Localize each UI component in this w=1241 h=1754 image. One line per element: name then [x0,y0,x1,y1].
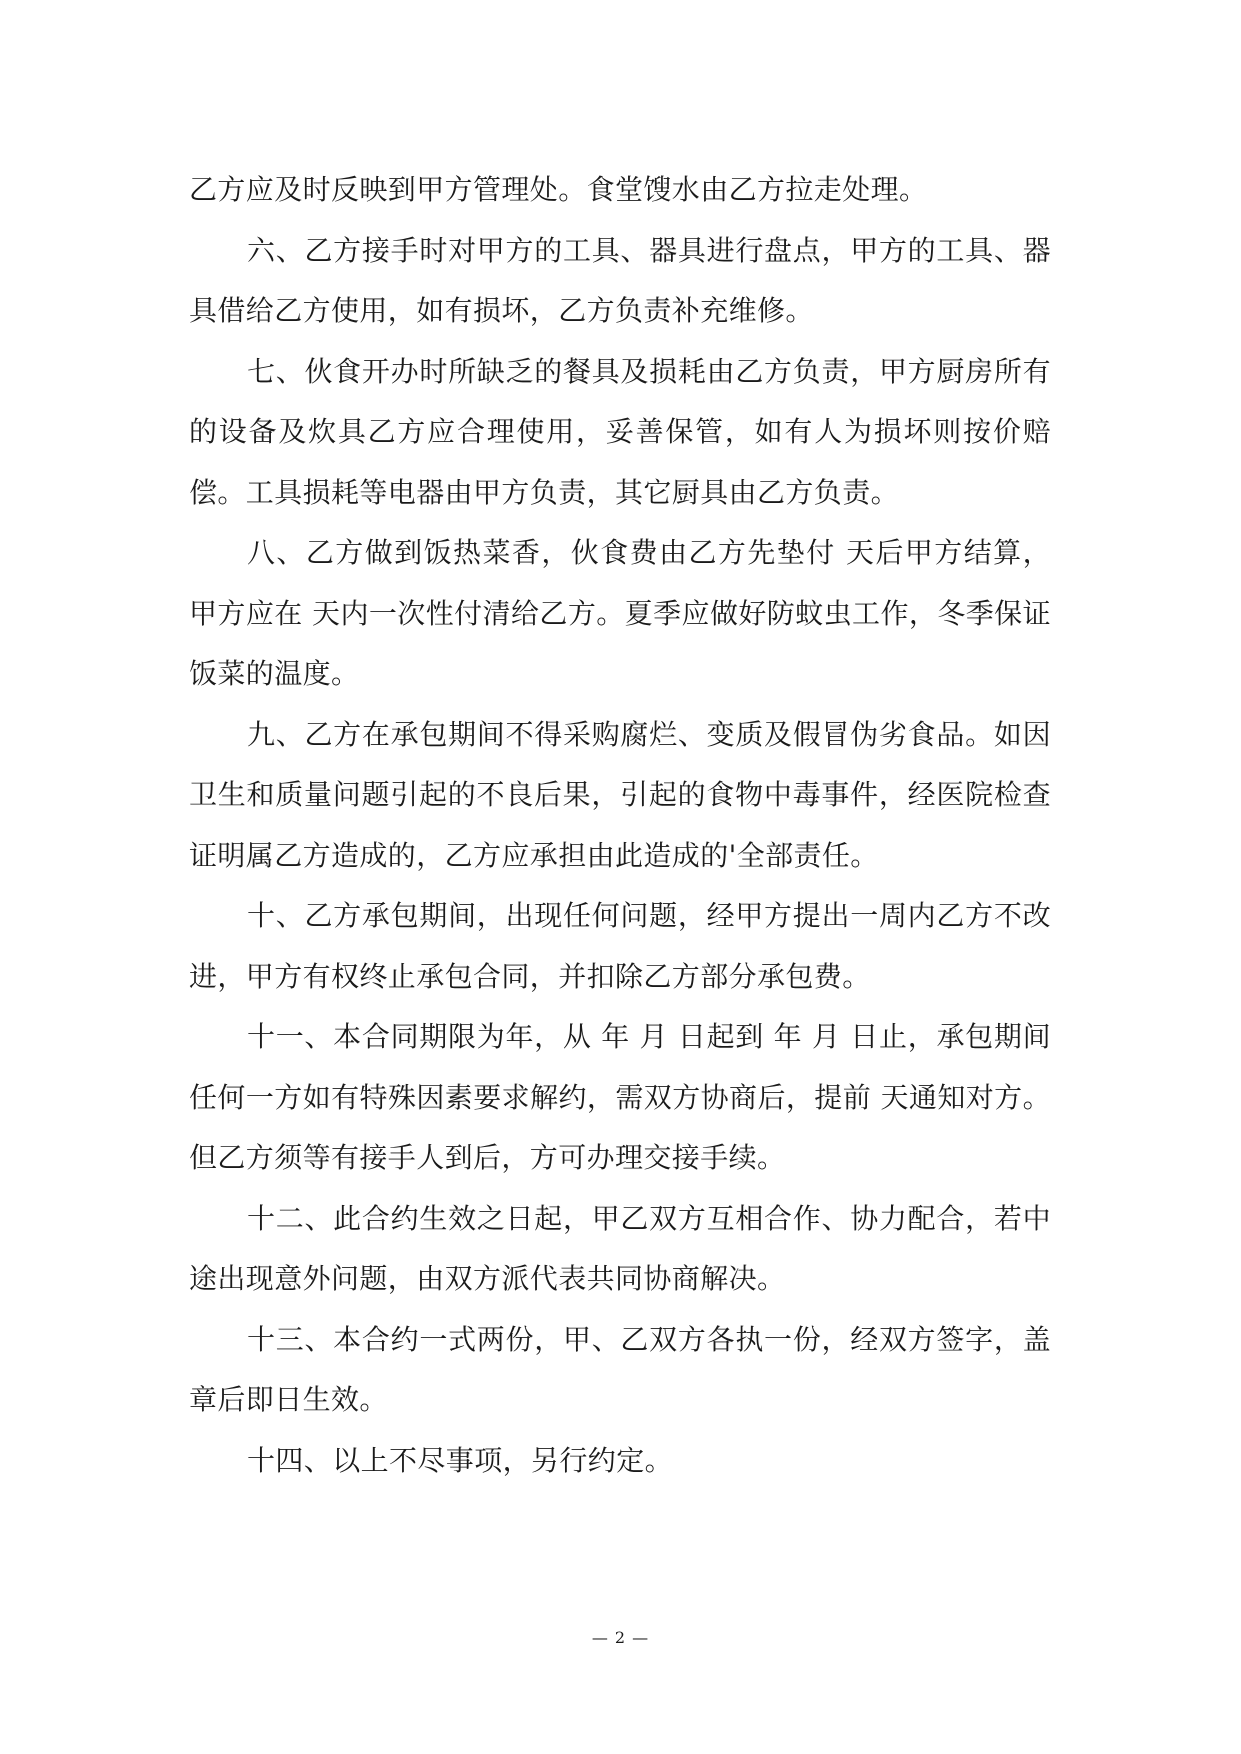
paragraph-continuation: 乙方应及时反映到甲方管理处。食堂馊水由乙方拉走处理。 [189,173,928,206]
clause-13: 十三、本合约一式两份，甲、乙双方各执一份，经双方签字，盖章后即日生效。 [189,1322,1051,1416]
clause-14: 十四、以上不尽事项，另行约定。 [247,1443,674,1477]
clause-10: 十、乙方承包期间，出现任何问题，经甲方提出一周内乙方不改进，甲方有权终止承包合同，并扣除乙方部分承包费。 [189,899,1051,993]
clause-6: 六、乙方接手时对甲方的工具、器具进行盘点，甲方的工具、器具借给乙方使用，如有损坏，乙方负责补充维修。 [189,233,1051,327]
clause-11: 十一、本合同期限为年，从 年 月 日起到 年 月 日止，承包期间任何一方如有特殊因素要求解约，需双方协商后，提前 天通知对方。但乙方须等有接手人到后，方可办理交接手续。 [189,1020,1051,1174]
clause-8: 八、乙方做到饭热菜香，伙食费由乙方先垫付 天后甲方结算，甲方应在 天内一次性付清给乙方。夏季应做好防蚊虫工作，冬季保证饭菜的温度。 [189,536,1051,690]
clause-7: 七、伙食开办时所缺乏的餐具及损耗由乙方负责，甲方厨房所有的设备及炊具乙方应合理使用，妥善保管，如有人为损坏则按价赔偿。工具损耗等电器由甲方负责，其它厨具由乙方负责。 [189,354,1051,509]
document-body [189,160,1051,1491]
page-number: — 2 — [591,1628,650,1647]
clause-9: 九、乙方在承包期间不得采购腐烂、变质及假冒伪劣食品。如因卫生和质量问题引起的不良后果，引起的食物中毒事件，经医院检查证明属乙方造成的，乙方应承担由此造成的'全部责任。 [189,717,1051,872]
clause-12: 十二、此合约生效之日起，甲乙双方互相合作、协力配合，若中途出现意外问题，由双方派代表共同协商解决。 [189,1201,1051,1295]
